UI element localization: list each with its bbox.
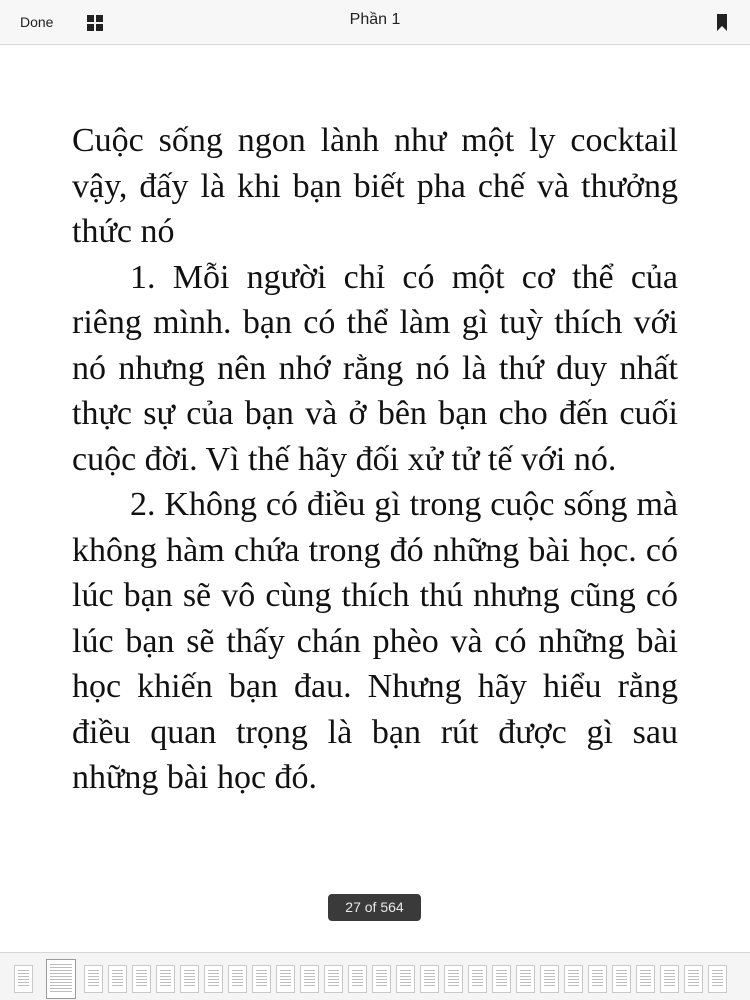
page-thumbnail[interactable] <box>516 965 535 993</box>
page-thumbnail[interactable] <box>636 965 655 993</box>
page-thumbnail[interactable] <box>660 965 679 993</box>
page-thumbnail[interactable] <box>612 965 631 993</box>
done-button[interactable]: Done <box>20 14 54 30</box>
page-thumbnail[interactable] <box>444 965 463 993</box>
page-thumbnail[interactable] <box>252 965 271 993</box>
page-thumbnail[interactable] <box>300 965 319 993</box>
paragraph-point-2: 2. Không có điều gì trong cuộc sống mà không hàm chứa trong đó những bài học. có lúc bạn sẽ vô cùng thích thú nhưng cũng có lúc bạn sẽ thấy chán phèo và có những bài học khiến bạn đau. Nhưng hãy hiểu rằng điều quan trọng là bạn rút được gì sau những bài học đó. <box>72 486 678 796</box>
page-thumbnail[interactable] <box>420 965 439 993</box>
paragraph-point-1: 1. Mỗi người chỉ có một cơ thể của riêng mình. bạn có thể làm gì tuỳ thích với nó nhưng nên nhớ rằng nó là thứ duy nhất thực sự của bạn và ở bên bạn cho đến cuối cuộc đời. Vì thế hãy đối xử tử tế với nó. <box>72 258 678 478</box>
book-title: Phần 1 <box>349 11 401 28</box>
page-thumbnail[interactable] <box>372 965 391 993</box>
top-toolbar <box>0 0 750 45</box>
page-thumbnail[interactable] <box>348 965 367 993</box>
page-thumbnail[interactable] <box>108 965 127 993</box>
bookmark-icon[interactable] <box>716 14 728 31</box>
page-thumbnail[interactable] <box>468 965 487 993</box>
page-content <box>72 118 678 801</box>
page-thumbnail[interactable] <box>276 965 295 993</box>
page-scrubber[interactable] <box>0 952 750 1000</box>
page-thumbnail-current[interactable] <box>46 959 76 999</box>
paragraph-intro: Cuộc sống ngon lành như một ly cocktail vậy, đấy là khi bạn biết pha chế và thưởng thức nó <box>72 122 678 250</box>
page-thumbnail[interactable] <box>204 965 223 993</box>
page-thumbnail[interactable] <box>492 965 511 993</box>
page-thumbnail[interactable] <box>132 965 151 993</box>
page-thumbnail[interactable] <box>564 965 583 993</box>
page-thumbnail[interactable] <box>228 965 247 993</box>
page-thumbnail[interactable] <box>156 965 175 993</box>
page-number-badge: 27 of 564 <box>328 894 421 921</box>
page-thumbnail[interactable] <box>684 965 703 993</box>
page-thumbnail[interactable] <box>708 965 727 993</box>
page-thumbnail[interactable] <box>180 965 199 993</box>
page-thumbnail[interactable] <box>324 965 343 993</box>
page-thumbnail[interactable] <box>588 965 607 993</box>
page-thumbnail[interactable] <box>14 965 33 993</box>
page-thumbnail[interactable] <box>84 965 103 993</box>
page-thumbnail[interactable] <box>396 965 415 993</box>
page-thumbnail[interactable] <box>540 965 559 993</box>
